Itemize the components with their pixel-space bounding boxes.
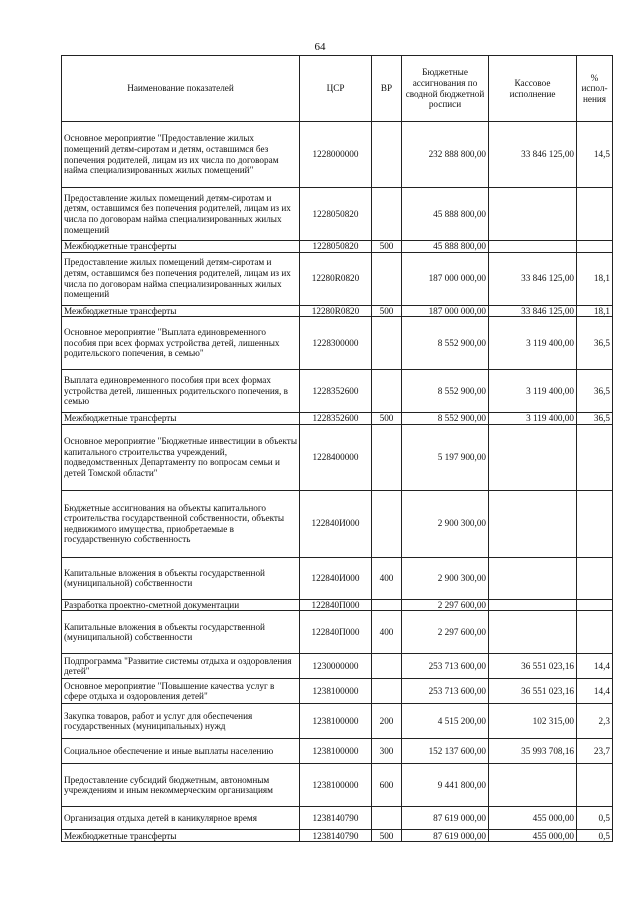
row-percent: [577, 557, 613, 599]
table-row: [62, 654, 613, 679]
row-cash: 33 846 125,00: [489, 305, 577, 317]
row-cash: 455 000,00: [489, 807, 577, 830]
row-cash: [489, 557, 577, 599]
row-budget: 232 888 800,00: [402, 122, 489, 188]
row-budget: 2 297 600,00: [402, 611, 489, 654]
row-budget: 187 000 000,00: [402, 305, 489, 317]
table-row: [62, 370, 613, 413]
table-row: [62, 305, 613, 317]
row-cash: [489, 490, 577, 557]
row-name: Капитальные вложения в объекты государственной (муниципальной) собственности: [62, 611, 300, 654]
row-vr: 600: [372, 764, 402, 807]
row-vr: [372, 317, 402, 370]
row-percent: [577, 611, 613, 654]
table-row: [62, 764, 613, 807]
table-header-row: [62, 56, 613, 122]
header-vr: ВР: [372, 56, 402, 122]
row-csr: 1238140790: [300, 830, 372, 842]
row-vr: [372, 654, 402, 679]
row-name: Предоставление субсидий бюджетным, автономным учреждениям и иным некоммерческим организациям: [62, 764, 300, 807]
table-row: [62, 252, 613, 305]
table-row: [62, 424, 613, 490]
table-row: [62, 739, 613, 764]
row-budget: 45 888 800,00: [402, 241, 489, 253]
row-name: Предоставление жилых помещений детям-сиротам и детям, оставшимся без попечения родителей, лицам из их числа по договорам найма специализированных жилых помещений: [62, 188, 300, 241]
row-percent: [577, 424, 613, 490]
row-budget: 253 713 600,00: [402, 654, 489, 679]
row-vr: [372, 370, 402, 413]
table-row: [62, 557, 613, 599]
row-percent: 36,5: [577, 317, 613, 370]
row-name: Подпрограмма "Развитие системы отдыха и оздоровления детей": [62, 654, 300, 679]
row-csr: 1238100000: [300, 739, 372, 764]
table-row: [62, 241, 613, 253]
row-percent: 0,5: [577, 807, 613, 830]
row-csr: 1238100000: [300, 764, 372, 807]
row-cash: 102 315,00: [489, 704, 577, 739]
table-row: [62, 490, 613, 557]
row-percent: 2,3: [577, 704, 613, 739]
row-name: Межбюджетные трансферты: [62, 830, 300, 842]
row-name: Социальное обеспечение и иные выплаты населению: [62, 739, 300, 764]
row-budget: 8 552 900,00: [402, 370, 489, 413]
header-percent: % испол-нения: [577, 56, 613, 122]
row-csr: 1228300000: [300, 317, 372, 370]
row-budget: 4 515 200,00: [402, 704, 489, 739]
row-vr: 500: [372, 305, 402, 317]
row-budget: 87 619 000,00: [402, 807, 489, 830]
table-row: [62, 830, 613, 842]
row-name: Закупка товаров, работ и услуг для обеспечения государственных (муниципальных) нужд: [62, 704, 300, 739]
budget-table: [61, 55, 613, 842]
row-percent: 36,5: [577, 413, 613, 425]
row-percent: 18,1: [577, 305, 613, 317]
row-percent: [577, 764, 613, 807]
row-vr: [372, 252, 402, 305]
table-row: [62, 807, 613, 830]
row-cash: 33 846 125,00: [489, 252, 577, 305]
table-row: [62, 599, 613, 611]
row-budget: 187 000 000,00: [402, 252, 489, 305]
row-csr: 1228050820: [300, 241, 372, 253]
row-csr: 1228352600: [300, 413, 372, 425]
row-csr: 1228050820: [300, 188, 372, 241]
row-budget: 9 441 800,00: [402, 764, 489, 807]
row-budget: 253 713 600,00: [402, 679, 489, 704]
row-name: Основное мероприятие "Предоставление жилых помещений детям-сиротам и детям, оставшимся без попечения родителей, лицам из их числа по договорам найма специализированных жилых помещений": [62, 122, 300, 188]
row-cash: 36 551 023,16: [489, 654, 577, 679]
row-cash: [489, 188, 577, 241]
row-csr: 122840П000: [300, 599, 372, 611]
row-percent: [577, 599, 613, 611]
row-cash: [489, 424, 577, 490]
row-csr: 1228000000: [300, 122, 372, 188]
row-name: Предоставление жилых помещений детям-сиротам и детям, оставшимся без попечения родителей, лицам из их числа по договорам найма специализированных жилых помещений: [62, 252, 300, 305]
row-vr: 200: [372, 704, 402, 739]
row-cash: 455 000,00: [489, 830, 577, 842]
row-vr: [372, 188, 402, 241]
row-cash: [489, 599, 577, 611]
table-row: [62, 188, 613, 241]
row-vr: [372, 599, 402, 611]
row-csr: 1228400000: [300, 424, 372, 490]
row-vr: 500: [372, 241, 402, 253]
row-csr: 12280R0820: [300, 252, 372, 305]
row-cash: [489, 764, 577, 807]
row-budget: 8 552 900,00: [402, 413, 489, 425]
row-percent: 14,4: [577, 654, 613, 679]
row-budget: 2 900 300,00: [402, 557, 489, 599]
table-row: [62, 122, 613, 188]
row-vr: [372, 490, 402, 557]
header-budget: Бюджетные ассигнования по сводной бюджетной росписи: [402, 56, 489, 122]
row-budget: 87 619 000,00: [402, 830, 489, 842]
row-percent: [577, 188, 613, 241]
row-csr: 1238100000: [300, 704, 372, 739]
row-name: Межбюджетные трансферты: [62, 413, 300, 425]
row-vr: [372, 679, 402, 704]
row-csr: 122840И000: [300, 490, 372, 557]
row-vr: 500: [372, 830, 402, 842]
row-vr: 300: [372, 739, 402, 764]
row-cash: [489, 241, 577, 253]
header-cash: Кассовое исполнение: [489, 56, 577, 122]
row-percent: [577, 490, 613, 557]
row-percent: 0,5: [577, 830, 613, 842]
row-budget: 2 900 300,00: [402, 490, 489, 557]
row-cash: [489, 611, 577, 654]
row-name: Выплата единовременного пособия при всех формах устройства детей, лишенных родительского попечения, в семью: [62, 370, 300, 413]
table-row: [62, 704, 613, 739]
row-name: Бюджетные ассигнования на объекты капитального строительства государственной собственности, объекты недвижимого имущества, приобретаемые в государственную собственность: [62, 490, 300, 557]
page-number: 64: [314, 41, 326, 53]
row-name: Межбюджетные трансферты: [62, 241, 300, 253]
row-name: Организация отдыха детей в каникулярное время: [62, 807, 300, 830]
row-name: Основное мероприятие "Бюджетные инвестиции в объекты капитального строительства учреждений, подведомственных Департаменту по вопросам семьи и детей Томской области": [62, 424, 300, 490]
row-vr: [372, 807, 402, 830]
row-percent: 36,5: [577, 370, 613, 413]
row-csr: 122840П000: [300, 611, 372, 654]
row-csr: 122840И000: [300, 557, 372, 599]
row-percent: 23,7: [577, 739, 613, 764]
row-csr: 1238140790: [300, 807, 372, 830]
row-percent: 14,4: [577, 679, 613, 704]
row-budget: 2 297 600,00: [402, 599, 489, 611]
table-row: [62, 679, 613, 704]
row-percent: 18,1: [577, 252, 613, 305]
row-vr: 400: [372, 557, 402, 599]
header-csr: ЦСР: [300, 56, 372, 122]
row-name: Разработка проектно-сметной документации: [62, 599, 300, 611]
row-cash: 3 119 400,00: [489, 317, 577, 370]
row-cash: 35 993 708,16: [489, 739, 577, 764]
row-csr: 1228352600: [300, 370, 372, 413]
row-cash: 36 551 023,16: [489, 679, 577, 704]
row-vr: [372, 122, 402, 188]
row-budget: 45 888 800,00: [402, 188, 489, 241]
row-percent: 14,5: [577, 122, 613, 188]
table-row: [62, 413, 613, 425]
row-budget: 5 197 900,00: [402, 424, 489, 490]
row-name: Основное мероприятие "Выплата единовременного пособия при всех формах устройства детей, лишенных родительского попечения, в семью": [62, 317, 300, 370]
table-row: [62, 611, 613, 654]
header-name: Наименование показателей: [62, 56, 300, 122]
row-budget: 152 137 600,00: [402, 739, 489, 764]
row-cash: 3 119 400,00: [489, 370, 577, 413]
row-csr: 1238100000: [300, 679, 372, 704]
row-vr: 500: [372, 413, 402, 425]
row-name: Межбюджетные трансферты: [62, 305, 300, 317]
row-cash: 3 119 400,00: [489, 413, 577, 425]
row-csr: 1230000000: [300, 654, 372, 679]
row-cash: 33 846 125,00: [489, 122, 577, 188]
row-name: Капитальные вложения в объекты государственной (муниципальной) собственности: [62, 557, 300, 599]
row-vr: [372, 424, 402, 490]
row-budget: 8 552 900,00: [402, 317, 489, 370]
table-row: [62, 317, 613, 370]
row-percent: [577, 241, 613, 253]
row-vr: 400: [372, 611, 402, 654]
row-name: Основное мероприятие "Повышение качества услуг в сфере отдыха и оздоровления детей": [62, 679, 300, 704]
row-csr: 12280R0820: [300, 305, 372, 317]
